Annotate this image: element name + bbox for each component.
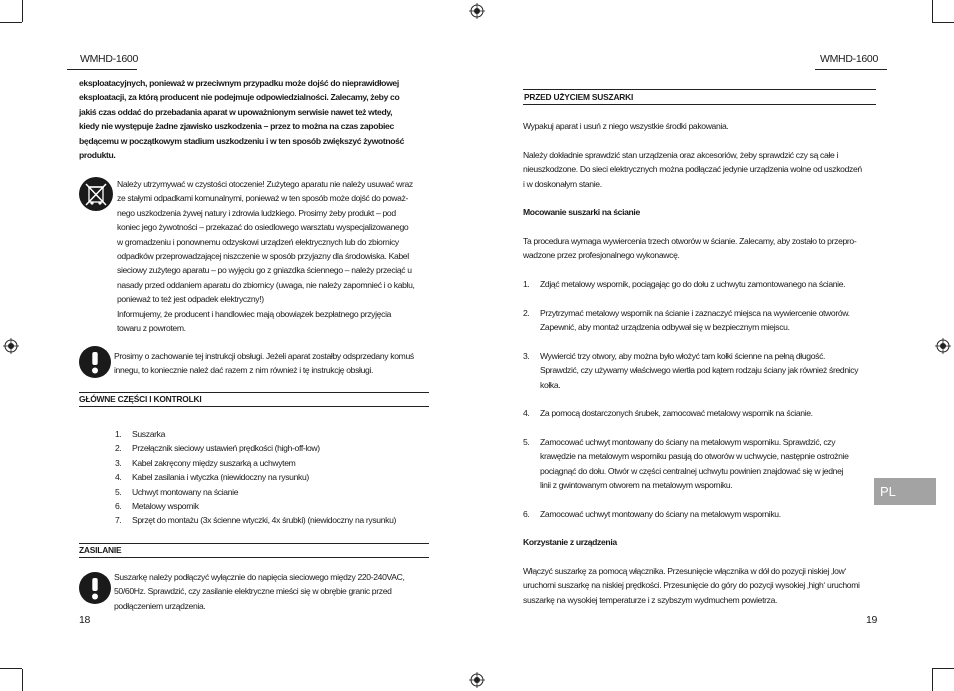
registration-mark-icon <box>935 338 951 354</box>
text-line: eksploatacyjnych, ponieważ w przeciwnym przypadku może dojść do nieprawidłowej <box>79 78 399 88</box>
section-rule <box>79 557 429 558</box>
text-line: Zapewnić, aby montaż urządzenia odbywał się w bezpiecznym miejscu. <box>540 322 790 333</box>
list-text: Metalowy wspornik <box>132 500 199 511</box>
crop-mark <box>22 0 23 22</box>
text-line: produktu. <box>79 150 116 161</box>
mounting-step <box>523 406 883 420</box>
section-title-power: ZASILANIE <box>79 545 122 555</box>
crop-mark <box>932 669 933 691</box>
list-item <box>115 441 435 455</box>
list-number: 3. <box>115 457 122 468</box>
list-item <box>115 470 435 484</box>
header-model-left: WMHD-1600 <box>80 53 138 65</box>
text-line: linii z gwintowanym otworem na metalowym wsporniku. <box>540 480 733 491</box>
mounting-intro <box>523 234 883 263</box>
text-line: uruchomi suszarkę na niskiej prędkości. Przesunięcie do góry do pozycji wysokiej ‚high‘ uruchomi <box>523 580 860 591</box>
language-tab: PL <box>874 478 936 505</box>
text-line: koniec jego żywotności – przekazać do osiedlowego warsztatu wyspecjalizowanego <box>117 222 409 233</box>
list-text: Kabel zasilania i wtyczka (niewidoczny na rysunku) <box>132 472 309 483</box>
step-number: 1. <box>523 279 530 289</box>
section-title-before-use: PRZED UŻYCIEM SUSZARKI <box>524 92 634 102</box>
list-text: Sprzęt do montażu (3x ścienne wtyczki, 4x śrubki) (niewidoczny na rysunku) <box>132 515 397 526</box>
text-line: w gromadzeniu i ponownemu odzyskowi urządzeń elektrycznych lub do zbiornicy <box>117 236 399 247</box>
mounting-step <box>523 507 883 521</box>
text-line: kołka. <box>540 379 561 390</box>
step-number: 6. <box>523 509 530 519</box>
list-item <box>115 499 435 513</box>
header-rule-left <box>67 69 137 70</box>
text-line: jakiś czas oddać do przebadania aparat w upoważnionym serwisie nawet też wtedy, <box>79 106 393 117</box>
section-rule <box>79 543 429 544</box>
list-item <box>115 427 435 441</box>
step-number: 2. <box>523 308 530 318</box>
text-line: suszarkę na wysokiej temperaturze i z szybszym wydmuchem powietrza. <box>523 594 778 605</box>
parts-list <box>115 427 435 528</box>
recycle-text <box>117 177 435 335</box>
text-line: nasady przed oddaniem aparatu do zbiornicy (uwaga, nie należy zapomnieć i o kablu, <box>117 279 415 290</box>
list-item <box>115 456 435 470</box>
text-line: Za pomocą dostarczonych śrubek, zamocować metalowy wspornik na ścianie. <box>540 408 813 418</box>
text-line: Suszarkę należy podłączyć wyłącznie do napięcia sieciowego między 220-240VAC, <box>114 572 405 582</box>
crop-mark <box>932 22 954 23</box>
text-line: Sprawdzić, czy używamy właściwego wiertła pod kątem rodzaju ściany jak również średnicy <box>540 365 859 376</box>
list-text: Suszarka <box>132 429 166 439</box>
mounting-step <box>523 349 883 392</box>
usage-title: Korzystanie z urządzenia <box>523 537 617 547</box>
list-number: 6. <box>115 500 122 511</box>
list-text: Uchwyt montowany na ścianie <box>132 486 239 497</box>
mounting-step <box>523 306 883 335</box>
text-line: ze stałymi odpadkami komunalnymi, ponieważ w ten sposób może dojść do poważ- <box>117 193 409 204</box>
crop-mark <box>0 22 22 23</box>
text-line: sieciowy zużytego aparatu – po wyjęciu go z gniazdka ściennego – należy przeciąć u <box>117 265 412 276</box>
list-number: 1. <box>115 429 122 439</box>
unpack-text: Wypakuj aparat i usuń z niego wszystkie środki pakowania. <box>523 121 729 131</box>
exclamation-warning-icon <box>79 572 111 604</box>
check-text <box>523 148 883 191</box>
registration-mark-icon <box>469 672 485 688</box>
list-text: Kabel zakręcony między suszarką a uchwytem <box>132 457 296 468</box>
crossed-out-wheelie-bin-icon <box>79 177 113 211</box>
mounting-title: Mocowanie suszarki na ścianie <box>523 207 640 217</box>
page-number-left: 18 <box>79 614 91 626</box>
text-line: wadzone przez profesjonalnego wykonawcę. <box>523 250 680 261</box>
text-line: nieuszkodzone. Do sieci elektrycznych można podłączać jedynie urządzenia wolne od uszkodzeń <box>523 164 862 175</box>
mounting-step <box>523 435 883 493</box>
text-line: Zamocować uchwyt montowany do ściany na metalowym wsporniku. <box>540 509 781 519</box>
section-rule <box>523 104 876 105</box>
list-number: 7. <box>115 515 122 526</box>
list-number: 4. <box>115 472 122 483</box>
step-number: 5. <box>523 437 530 447</box>
text-line: Należy dokładnie sprawdzić stan urządzenia oraz akcesoriów, żeby sprawdzić czy są całe i <box>523 150 839 160</box>
section-title-parts: GŁÓWNE CZĘŚCI I KONTROLKI <box>79 394 202 404</box>
text-line: Informujemy, że producent i handlowiec mają obowiązek bezpłatnego przyjęcia <box>117 308 392 319</box>
text-line: ponieważ to też jest odpadek elektryczny!) <box>117 294 264 305</box>
list-text: Przełącznik sieciowy ustawień prędkości (high-off-low) <box>132 443 320 454</box>
exclamation-warning-icon <box>79 346 111 378</box>
list-number: 5. <box>115 486 122 497</box>
text-line: innegu, to koniecznie należ dać razem z nim również i tę instrukcję obsługi. <box>114 365 374 376</box>
text-line: odpadków przeprowadzającej niszczenie w sposób przyjazny dla środowiska. Kabel <box>117 251 409 262</box>
text-line: Ta procedura wymaga wywiercenia trzech otworów w ścianie. Zalecamy, aby zostało to przepro- <box>523 236 857 246</box>
usage-text <box>523 564 883 607</box>
registration-mark-icon <box>3 338 19 354</box>
crop-mark <box>932 0 933 22</box>
text-line: eksploatacji, za którą producent nie podejmuje odpowiedzialności. Zalecamy, żeby co <box>79 92 400 103</box>
registration-mark-icon <box>469 3 485 19</box>
crop-mark <box>22 669 23 691</box>
intro-warning-text <box>79 76 434 162</box>
text-line: i w doskonałym stanie. <box>523 178 602 189</box>
section-rule <box>523 89 876 90</box>
section-rule <box>79 406 429 407</box>
text-line: Prosimy o zachowanie tej instrukcji obsługi. Jeżeli aparat zostałby odsprzedany komuś <box>114 351 414 361</box>
list-item <box>115 485 435 499</box>
step-number: 4. <box>523 408 530 418</box>
text-line: Należy utrzymywać w czystości otoczenie! Zużytego aparatu nie należy usuwać wraz <box>117 179 413 189</box>
text-line: Włączyć suszarkę za pomocą włącznika. Przesunięcie włącznika w dół do pozycji niskiej ‚low‘ <box>523 566 847 576</box>
text-line: kiedy nie występuje żadne zjawisko uszkodzenia – przez to można na czas zapobiec <box>79 121 394 132</box>
text-line: Zdjąć metalowy wspornik, pociągając go do dołu z uchwytu zamontowanego na ścianie. <box>540 279 846 289</box>
crop-mark <box>932 668 954 669</box>
header-rule-right <box>815 69 887 70</box>
list-number: 2. <box>115 443 122 454</box>
page-number-right: 19 <box>866 614 878 626</box>
text-line: Przytrzymać metalowy wspornik na ścianie i zaznaczyć miejsca na wywiercenie otworów. <box>540 308 850 318</box>
header-model-right: WMHD-1600 <box>820 53 878 65</box>
text-line: Wywiercić trzy otwory, aby można było włożyć tam kołki ścienne na pełną długość. <box>540 351 826 361</box>
text-line: Zamocować uchwyt montowany do ściany na metalowym wsporniku. Sprawdzić, czy <box>540 437 836 447</box>
text-line: podłączeniem urządzenia. <box>114 600 206 611</box>
manual-keep-text <box>114 349 436 378</box>
crop-mark <box>0 668 22 669</box>
text-line: towaru z powrotem. <box>117 323 186 334</box>
text-line: krawędzie na metalowym wsporniku pasują do otworów w uchwycie, następnie ostrożnie <box>540 451 849 462</box>
section-rule <box>79 392 429 393</box>
text-line: 50/60Hz. Sprawdzić, czy zasilanie elektryczne mieści się w obrębie granic przed <box>114 586 392 597</box>
mounting-step <box>523 277 883 291</box>
power-text <box>114 570 436 613</box>
text-line: pociągnąć do dołu. Otwór w części centralnej uchwytu powinien znajdować się w jednej <box>540 465 844 476</box>
text-line: będącemu w początkowym stadium uszkodzeniu i w ten sposób zwiększyć żywotność <box>79 135 404 146</box>
list-item <box>115 513 435 527</box>
step-number: 3. <box>523 351 530 361</box>
text-line: nego uszkodzenia żywej natury i zdrowia ludzkiego. Prosimy żeby produkt – pod <box>117 207 396 218</box>
